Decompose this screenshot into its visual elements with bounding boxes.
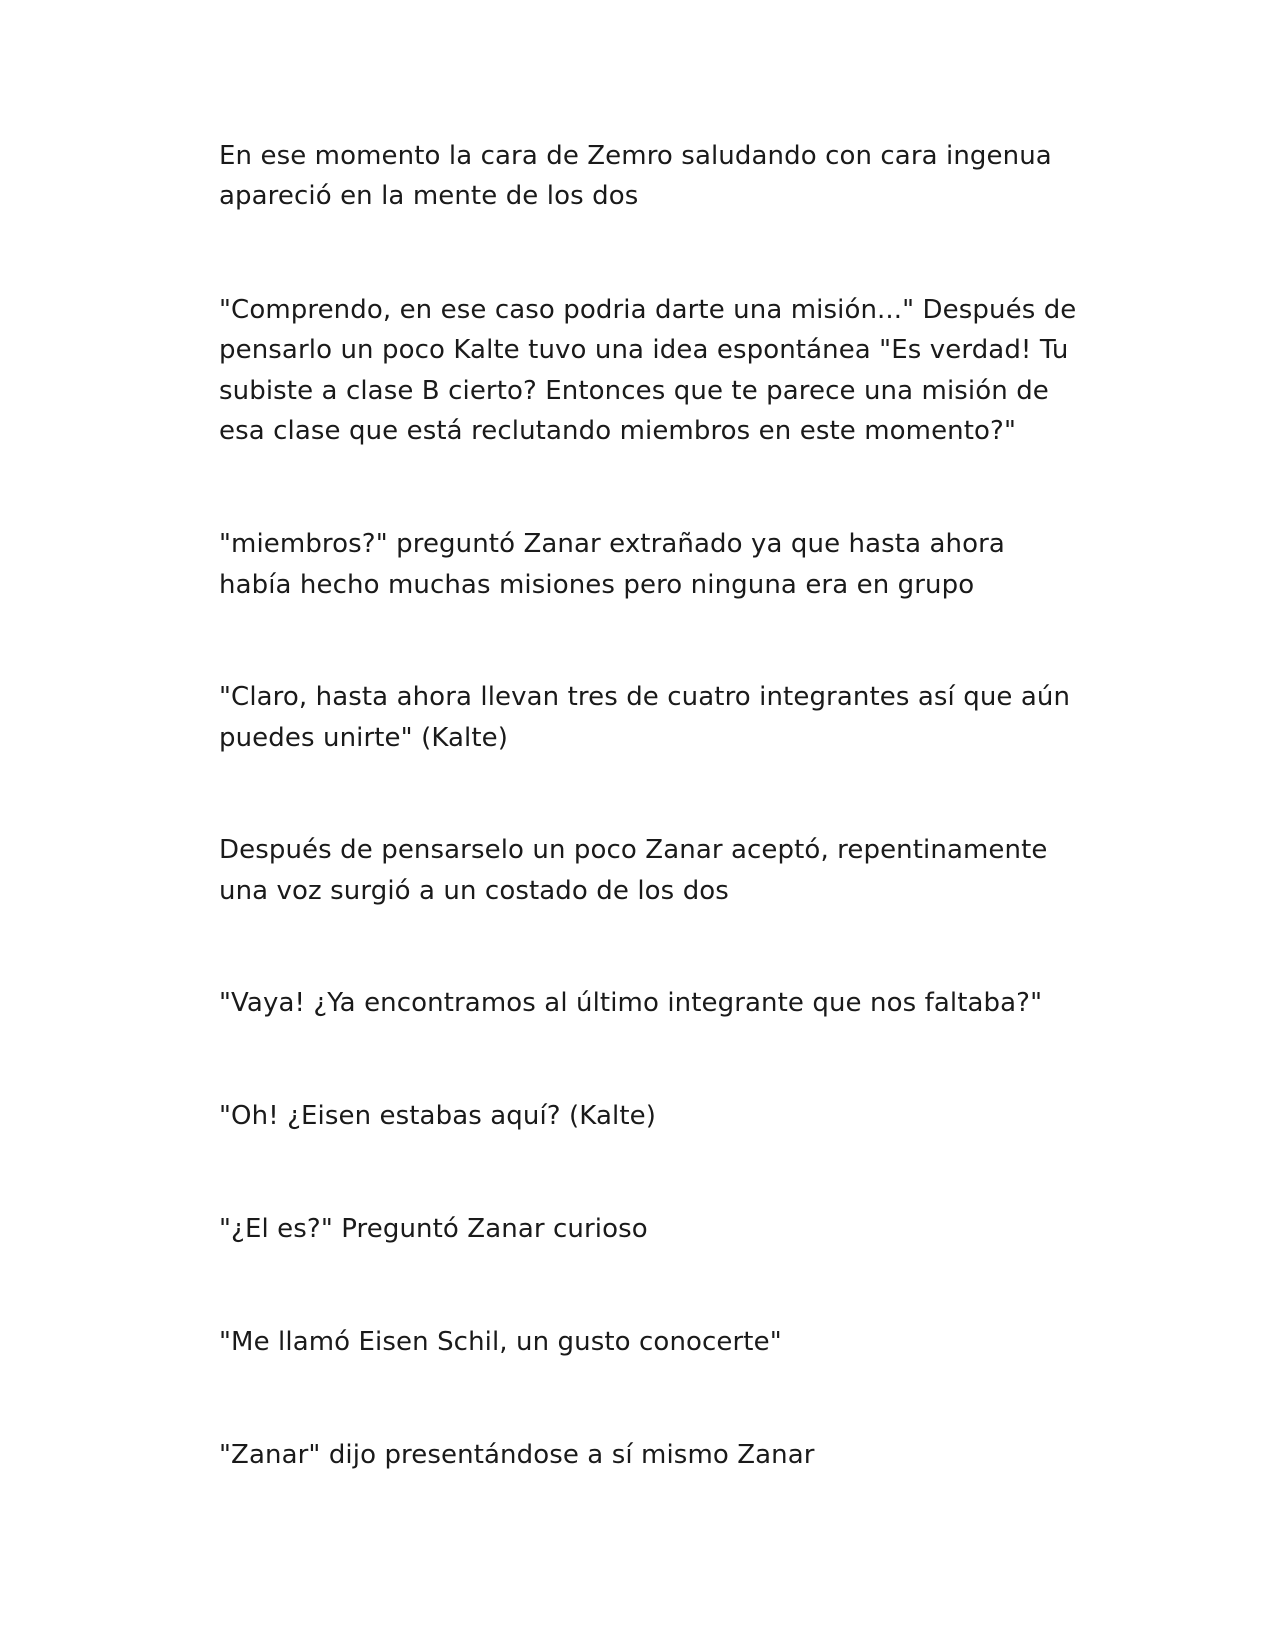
- paragraph-line: "Zanar" dijo presentándose a sí mismo Zanar: [219, 1440, 815, 1470]
- paragraph-line: había hecho muchas misiones pero ninguna era en grupo: [219, 570, 975, 600]
- paragraph-line: subiste a clase B cierto? Entonces que te parece una misión de: [219, 376, 1049, 406]
- paragraph-line: "miembros?" preguntó Zanar extrañado ya que hasta ahora: [219, 529, 1005, 559]
- paragraph-line: "¿El es?" Preguntó Zanar curioso: [219, 1214, 648, 1244]
- paragraph-line: "Comprendo, en ese caso podria darte una misión..." Después de: [219, 295, 1077, 325]
- paragraph-line: "Me llamó Eisen Schil, un gusto conocerte": [219, 1327, 782, 1357]
- paragraph-line: apareció en la mente de los dos: [219, 181, 639, 211]
- paragraph-line: "Oh! ¿Eisen estabas aquí? (Kalte): [219, 1101, 656, 1131]
- paragraph-line: esa clase que está reclutando miembros en este momento?": [219, 416, 1017, 446]
- paragraph-line: puedes unirte" (Kalte): [219, 723, 508, 753]
- paragraph-line: Después de pensarselo un poco Zanar aceptó, repentinamente: [219, 835, 1048, 865]
- paragraph-line: pensarlo un poco Kalte tuvo una idea espontánea "Es verdad! Tu: [219, 335, 1069, 365]
- paragraph-line: "Claro, hasta ahora llevan tres de cuatro integrantes así que aún: [219, 682, 1071, 712]
- paragraph-line: una voz surgió a un costado de los dos: [219, 876, 729, 906]
- paragraph-line: "Vaya! ¿Ya encontramos al último integrante que nos faltaba?": [219, 988, 1043, 1018]
- paragraph-line: En ese momento la cara de Zemro saludando con cara ingenua: [219, 141, 1052, 171]
